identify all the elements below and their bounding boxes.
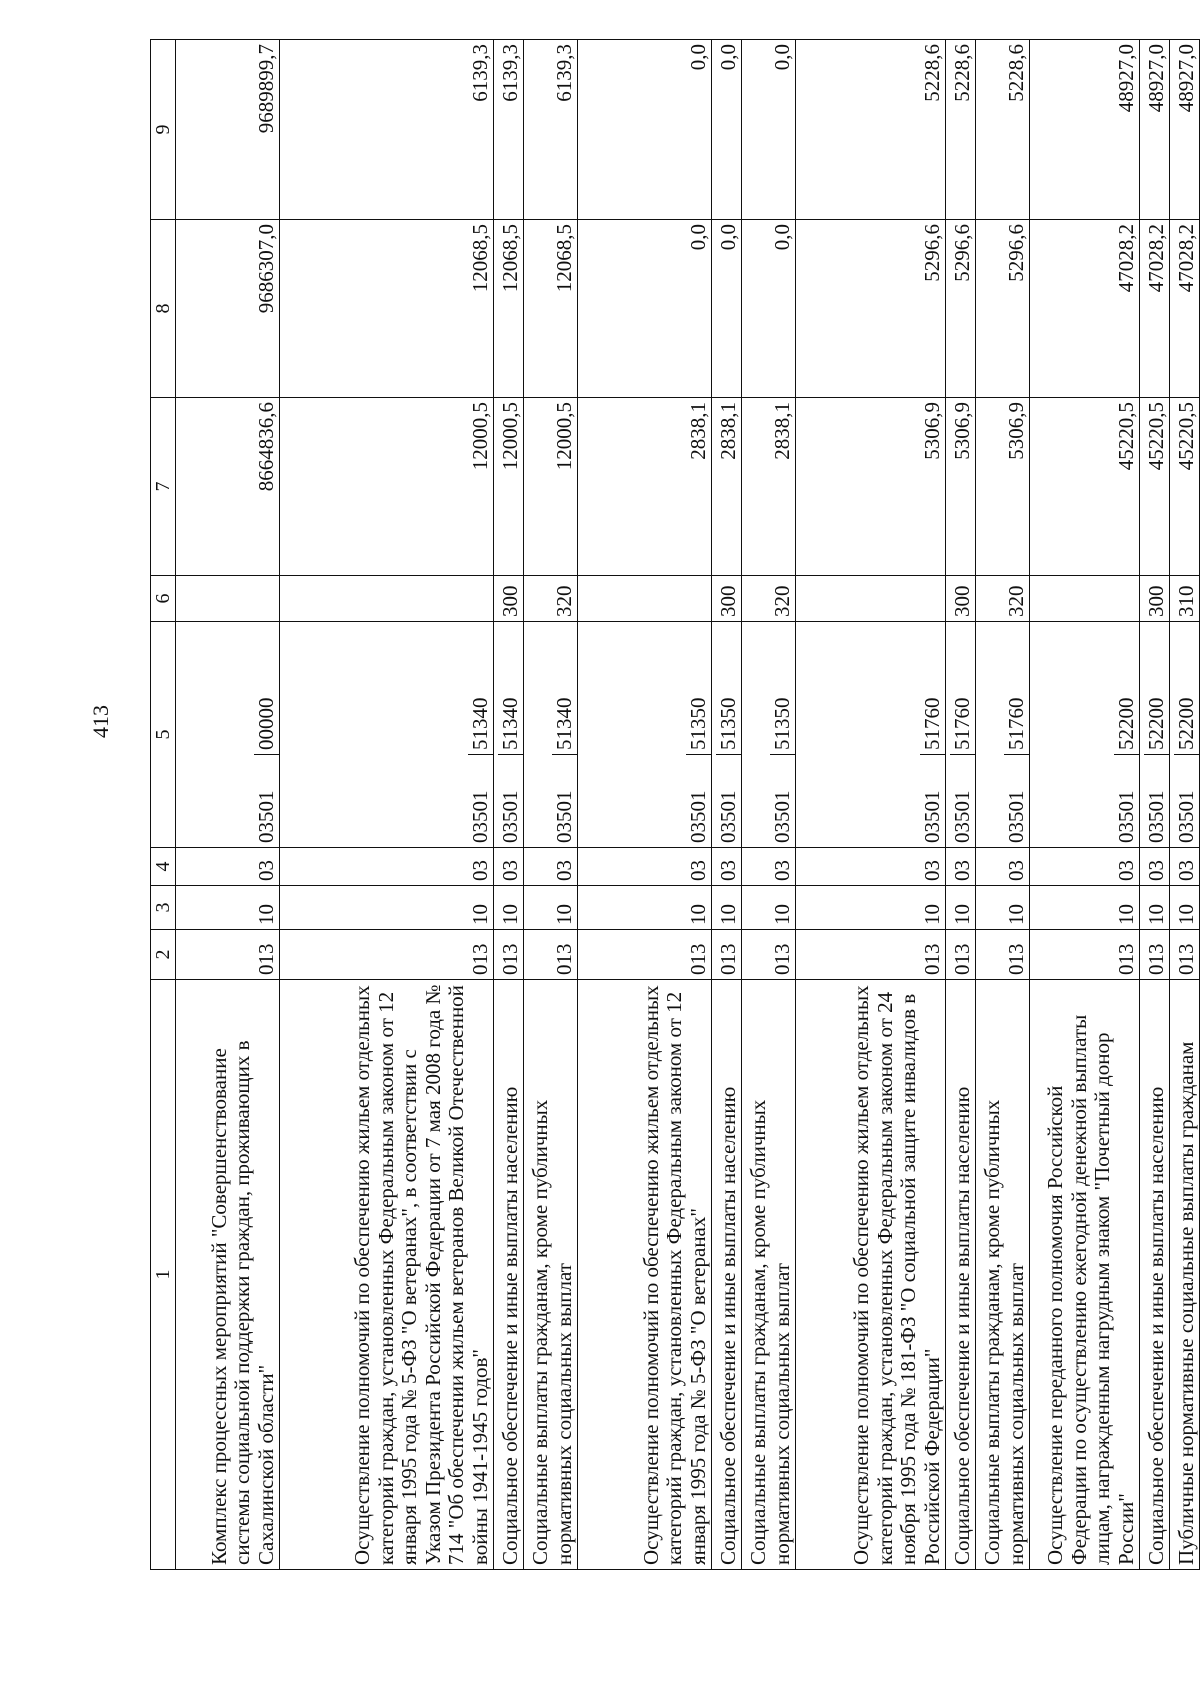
row-col-9: 6139,3 <box>524 40 578 220</box>
page-number: 413 <box>88 705 113 738</box>
row-col-6 <box>796 576 946 622</box>
row-col-5 <box>280 622 494 848</box>
table-row <box>1030 40 1140 1570</box>
row-col-2: 013 <box>578 930 712 980</box>
row-col-9: 5228,6 <box>796 40 946 220</box>
row-col-2: 013 <box>1140 930 1170 980</box>
row-col-5 <box>1140 622 1170 848</box>
row-col-3: 10 <box>494 886 524 930</box>
row-col-4: 03 <box>578 848 712 886</box>
row-col-7: 12000,5 <box>280 398 494 576</box>
row-name: Социальное обеспечение и иные выплаты населению <box>946 980 976 1570</box>
header-col-4: 4 <box>151 848 176 886</box>
table-row <box>578 40 712 1570</box>
row-col-7: 5306,9 <box>796 398 946 576</box>
table-row <box>494 40 524 1570</box>
row-col-9: 48927,0 <box>1030 40 1140 220</box>
table-row <box>524 40 578 1570</box>
row-col-5-suffix: 00000 <box>253 697 278 750</box>
row-col-5 <box>578 622 712 848</box>
row-col-4: 03 <box>1030 848 1140 886</box>
row-col-9: 6139,3 <box>280 40 494 220</box>
row-col-6 <box>1030 576 1140 622</box>
row-col-2: 013 <box>712 930 742 980</box>
row-col-2: 013 <box>524 930 578 980</box>
row-col-7: 8664836,6 <box>176 398 280 576</box>
row-name: Социальное обеспечение и иные выплаты населению <box>494 980 524 1570</box>
row-col-5-suffix: 52200 <box>1173 697 1198 750</box>
row-col-3: 10 <box>176 886 280 930</box>
row-col-9: 9689899,7 <box>176 40 280 220</box>
row-col-6: 310 <box>1170 576 1200 622</box>
header-col-2: 2 <box>151 930 176 980</box>
row-col-5-prefix: 03501 <box>1144 754 1170 847</box>
row-col-3: 10 <box>1030 886 1140 930</box>
header-col-3: 3 <box>151 886 176 930</box>
row-col-9: 48927,0 <box>1140 40 1170 220</box>
row-col-4: 03 <box>494 848 524 886</box>
table-header-row <box>151 40 176 1570</box>
row-col-5-prefix: 03501 <box>552 754 578 847</box>
row-col-7: 12000,5 <box>494 398 524 576</box>
row-col-9: 5228,6 <box>946 40 976 220</box>
row-col-5 <box>176 622 280 848</box>
header-col-5: 5 <box>151 622 176 848</box>
row-name: Комплекс процессных мероприятий "Совершенствование системы социальной поддержки граждан, проживающих в Сахалинской области" <box>176 980 280 1570</box>
row-col-3: 10 <box>946 886 976 930</box>
row-col-6 <box>578 576 712 622</box>
row-col-8: 0,0 <box>742 220 796 398</box>
row-col-5-suffix: 51340 <box>551 697 576 750</box>
row-col-7: 5306,9 <box>976 398 1030 576</box>
row-col-7: 45220,5 <box>1030 398 1140 576</box>
row-col-5-prefix: 03501 <box>770 754 796 847</box>
row-name: Социальные выплаты гражданам, кроме публичных нормативных социальных выплат <box>524 980 578 1570</box>
row-col-5 <box>494 622 524 848</box>
row-col-5-suffix: 51350 <box>715 697 740 750</box>
header-col-8: 8 <box>151 220 176 398</box>
row-col-5-suffix: 51350 <box>685 697 710 750</box>
row-col-8: 12068,5 <box>280 220 494 398</box>
row-col-6: 320 <box>742 576 796 622</box>
row-col-3: 10 <box>524 886 578 930</box>
table-row <box>176 40 280 1570</box>
row-name: Осуществление полномочий по обеспечению жильем отдельных категорий граждан, установленных Федеральным законом от 12 января 1995 года № 5-ФЗ "О ветеранах" <box>578 980 712 1570</box>
row-col-7: 2838,1 <box>712 398 742 576</box>
row-col-4: 03 <box>796 848 946 886</box>
row-col-3: 10 <box>1140 886 1170 930</box>
row-col-4: 03 <box>176 848 280 886</box>
row-col-5-prefix: 03501 <box>468 754 494 847</box>
row-col-5-prefix: 03501 <box>950 754 976 847</box>
row-col-5-suffix: 51760 <box>949 697 974 750</box>
row-col-5-prefix: 03501 <box>1174 754 1200 847</box>
row-col-3: 10 <box>1170 886 1200 930</box>
row-col-2: 013 <box>976 930 1030 980</box>
row-col-2: 013 <box>176 930 280 980</box>
row-name: Социальные выплаты гражданам, кроме публичных нормативных социальных выплат <box>742 980 796 1570</box>
row-col-5-suffix: 51760 <box>1003 697 1028 750</box>
row-col-6 <box>280 576 494 622</box>
row-name: Осуществление полномочий по обеспечению жильем отдельных категорий граждан, установленных Федеральным законом от 12 января 1995 года № 5-ФЗ "О ветеранах", в соответствии с Указом Президента Российской Федерации от 7 мая 2008 года № 714 "Об обеспечении жильем ветеранов Великой Отечественной войны 1941-1945 годов" <box>280 980 494 1570</box>
row-col-9: 0,0 <box>742 40 796 220</box>
row-col-6: 300 <box>712 576 742 622</box>
row-col-9: 0,0 <box>578 40 712 220</box>
row-col-3: 10 <box>976 886 1030 930</box>
row-col-5-prefix: 03501 <box>1114 754 1140 847</box>
row-col-4: 03 <box>524 848 578 886</box>
header-col-7: 7 <box>151 398 176 576</box>
row-col-8: 12068,5 <box>494 220 524 398</box>
row-col-8: 9686307,0 <box>176 220 280 398</box>
row-col-5 <box>796 622 946 848</box>
row-col-7: 5306,9 <box>946 398 976 576</box>
row-col-5 <box>976 622 1030 848</box>
row-col-6: 300 <box>1140 576 1170 622</box>
row-col-8: 47028,2 <box>1140 220 1170 398</box>
row-name: Социальное обеспечение и иные выплаты населению <box>712 980 742 1570</box>
row-col-5 <box>524 622 578 848</box>
row-col-2: 013 <box>1030 930 1140 980</box>
table-row <box>796 40 946 1570</box>
row-col-6: 320 <box>976 576 1030 622</box>
budget-table <box>150 39 1200 1570</box>
row-col-2: 013 <box>796 930 946 980</box>
row-col-7: 12000,5 <box>524 398 578 576</box>
row-col-6 <box>176 576 280 622</box>
row-name: Социальные выплаты гражданам, кроме публичных нормативных социальных выплат <box>976 980 1030 1570</box>
row-col-4: 03 <box>976 848 1030 886</box>
row-col-6: 320 <box>524 576 578 622</box>
table-row <box>1170 40 1200 1570</box>
row-col-6: 300 <box>494 576 524 622</box>
row-col-5 <box>712 622 742 848</box>
row-col-9: 6139,3 <box>494 40 524 220</box>
table-row <box>976 40 1030 1570</box>
header-col-9: 9 <box>151 40 176 220</box>
row-col-4: 03 <box>742 848 796 886</box>
row-col-6: 300 <box>946 576 976 622</box>
row-col-4: 03 <box>280 848 494 886</box>
row-name: Публичные нормативные социальные выплаты гражданам <box>1170 980 1200 1570</box>
row-col-5-suffix: 51760 <box>919 697 944 750</box>
row-col-5-prefix: 03501 <box>716 754 742 847</box>
row-col-2: 013 <box>946 930 976 980</box>
row-col-5-suffix: 51340 <box>497 697 522 750</box>
table-row <box>742 40 796 1570</box>
row-col-3: 10 <box>796 886 946 930</box>
row-col-9: 0,0 <box>712 40 742 220</box>
row-col-2: 013 <box>1170 930 1200 980</box>
row-col-7: 2838,1 <box>578 398 712 576</box>
row-col-8: 5296,6 <box>946 220 976 398</box>
row-col-8: 47028,2 <box>1030 220 1140 398</box>
row-col-5-prefix: 03501 <box>1004 754 1030 847</box>
row-col-8: 0,0 <box>712 220 742 398</box>
row-col-4: 03 <box>712 848 742 886</box>
row-col-3: 10 <box>742 886 796 930</box>
table-row <box>280 40 494 1570</box>
row-col-8: 12068,5 <box>524 220 578 398</box>
row-col-5 <box>946 622 976 848</box>
row-col-5-prefix: 03501 <box>686 754 712 847</box>
row-col-5 <box>1030 622 1140 848</box>
row-col-8: 47028,2 <box>1170 220 1200 398</box>
header-col-6: 6 <box>151 576 176 622</box>
row-col-4: 03 <box>1170 848 1200 886</box>
row-col-5-suffix: 52200 <box>1143 697 1168 750</box>
row-col-8: 0,0 <box>578 220 712 398</box>
row-col-2: 013 <box>280 930 494 980</box>
row-col-5-prefix: 03501 <box>498 754 524 847</box>
row-col-7: 45220,5 <box>1170 398 1200 576</box>
row-col-5-prefix: 03501 <box>254 754 280 847</box>
row-name: Социальное обеспечение и иные выплаты населению <box>1140 980 1170 1570</box>
row-col-5-suffix: 52200 <box>1113 697 1138 750</box>
row-col-9: 48927,0 <box>1170 40 1200 220</box>
row-col-3: 10 <box>280 886 494 930</box>
row-col-2: 013 <box>742 930 796 980</box>
row-col-8: 5296,6 <box>796 220 946 398</box>
row-col-2: 013 <box>494 930 524 980</box>
header-col-1: 1 <box>151 980 176 1570</box>
table-row <box>1140 40 1170 1570</box>
row-col-5 <box>1170 622 1200 848</box>
row-col-9: 5228,6 <box>976 40 1030 220</box>
row-col-4: 03 <box>1140 848 1170 886</box>
row-col-5 <box>742 622 796 848</box>
row-col-7: 2838,1 <box>742 398 796 576</box>
row-col-3: 10 <box>578 886 712 930</box>
row-col-5-suffix: 51350 <box>769 697 794 750</box>
row-col-3: 10 <box>712 886 742 930</box>
row-col-7: 45220,5 <box>1140 398 1170 576</box>
row-col-5-suffix: 51340 <box>467 697 492 750</box>
row-col-5-prefix: 03501 <box>920 754 946 847</box>
table-row <box>946 40 976 1570</box>
row-name: Осуществление переданного полномочия Российской Федерации по осуществлению ежегодной денежной выплаты лицам, награжденным нагрудным знаком "Почетный донор России" <box>1030 980 1140 1570</box>
row-name: Осуществление полномочий по обеспечению жильем отдельных категорий граждан, установленных Федеральным законом от 24 ноября 1995 года № 181-ФЗ "О социальной защите инвалидов в Российской Федерации" <box>796 980 946 1570</box>
budget-table-container <box>150 40 1198 1570</box>
row-col-8: 5296,6 <box>976 220 1030 398</box>
table-row <box>712 40 742 1570</box>
row-col-4: 03 <box>946 848 976 886</box>
